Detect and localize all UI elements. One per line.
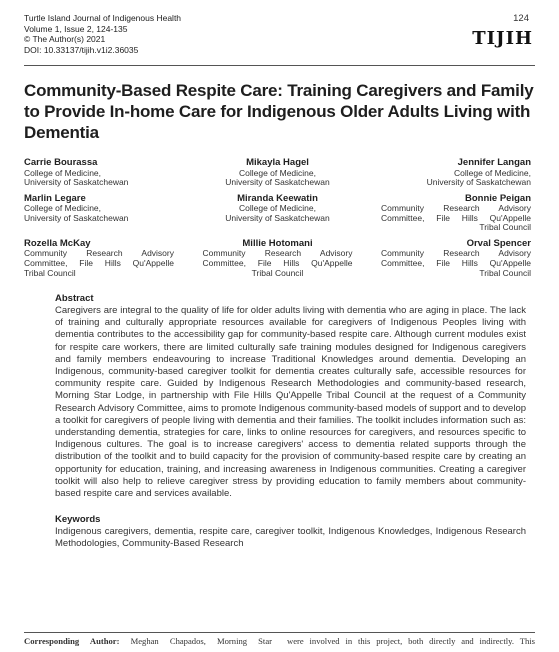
copyright: © The Author(s) 2021 — [24, 34, 106, 45]
author-affiliation — [203, 249, 353, 278]
volume-issue: Volume 1, Issue 2, 124-135 — [24, 23, 128, 34]
affiliation-line: Community Research Advisory — [24, 248, 174, 259]
affiliation-line: Tribal Council — [251, 267, 304, 278]
corresponding-author-text: Meghan Chapados, Morning Star — [119, 636, 272, 646]
author-entry — [203, 157, 353, 188]
author-entry — [24, 238, 174, 278]
corresponding-author-label: Corresponding Author: — [24, 636, 120, 646]
author-affiliation — [24, 204, 174, 223]
footer-left-column — [24, 636, 272, 646]
doi-link[interactable]: DOI: 10.33137/tijih.v1i2.36035 — [24, 44, 139, 55]
keywords-heading: Keywords — [55, 514, 101, 526]
author-affiliation — [203, 169, 353, 188]
author-affiliation — [381, 204, 531, 233]
affiliation-line: Community Research Advisory — [381, 248, 531, 259]
header-divider — [24, 65, 535, 66]
author-entry — [24, 157, 174, 188]
author-affiliation — [381, 169, 531, 188]
article-title: Community-Based Respite Care: Training Caregivers and Family to Provide In-home Care for Indigenous Older Adults Living with Dementia — [24, 81, 534, 142]
journal-name: Turtle Island Journal of Indigenous Health — [24, 13, 182, 23]
affiliation-line: College of Medicine, — [24, 167, 102, 178]
author-name: Mikayla Hagel — [246, 157, 309, 168]
affiliation-line: University of Saskatchewan — [225, 212, 330, 223]
author-entry — [203, 238, 353, 278]
author-list — [24, 157, 531, 283]
affiliation-line: Committee, File Hills Qu'Appelle — [202, 258, 353, 269]
affiliation-line: Tribal Council — [24, 267, 76, 278]
affiliation-line: Committee, File Hills Qu'Appelle — [381, 258, 531, 269]
affiliation-line: College of Medicine, — [453, 167, 531, 178]
affiliation-line: Community Research Advisory — [202, 248, 353, 259]
affiliation-line: Committee, File Hills Qu'Appelle — [24, 258, 174, 269]
author-name: Carrie Bourassa — [24, 157, 98, 168]
author-name: Marlin Legare — [24, 192, 86, 204]
footer-right-column: were involved in this project, both directly and indirectly. This — [287, 636, 535, 646]
page-footer — [24, 636, 535, 646]
journal-metadata — [24, 13, 181, 55]
author-name: Orval Spencer — [466, 237, 531, 249]
affiliation-line: University of Saskatchewan — [225, 177, 330, 188]
affiliation-line: Community Research Advisory — [381, 203, 531, 214]
author-row — [24, 238, 531, 278]
affiliation-line: University of Saskatchewan — [24, 177, 129, 188]
author-row — [24, 193, 531, 233]
affiliation-line: College of Medicine, — [238, 203, 316, 214]
affiliation-line: Tribal Council — [479, 267, 531, 278]
affiliation-line: University of Saskatchewan — [24, 212, 129, 223]
author-entry — [24, 193, 174, 233]
affiliation-line: College of Medicine, — [238, 167, 316, 178]
author-affiliation — [203, 204, 353, 223]
affiliation-line: Tribal Council — [479, 222, 531, 233]
author-entry — [381, 193, 531, 233]
author-name: Rozella McKay — [24, 237, 91, 249]
keywords-list: Indigenous caregivers, dementia, respite care, caregiver toolkit, Indigenous Knowledges, Indigenous Research Methodologies, Community-Based Research — [55, 526, 526, 550]
journal-logo: TIJIH — [472, 28, 533, 49]
abstract-body: Caregivers are integral to the quality of life for older adults living with dementia who are aging in place. The lack of training and culturally appropriate resources available for caregivers of Indigenous Peoples living with dementia contributes to the accessibility gap for community-based respite care. Although current modules exist for respite care workers, there are limited culturally safe training modules designed for Indigenous caregivers and family members endeavouring to increase Traditional Knowledges around dementia. Developing an Indigenous, community-based caregiver toolkit for dementia creates culturally safe, accessible resources for community respite care. Guided by Indigenous Research Methodologies and community-based research, Morning Star Lodge, in partnership with File Hills Qu'Appelle Tribal Council at the request of a Community Research Advisory Committee, aims to promote Indigenous community-based models of support and to develop a toolkit for caregivers of people living with dementia and their families. The toolkit includes information such as: understanding dementia, strategies for care, links to online resources for caregivers, and resources specific to Indigenous cultures. The goal is to increase caregivers' access to dementia related supports through the distribution of the toolkit and to build capacity for the provision of community-based respite care by creating an opportunity for education, training, and increasing awareness in Indigenous communities. Creating a caregiver toolkit will also help to relieve caregiver stress by providing education to family members about community-based respite care and services available. — [55, 305, 527, 500]
footer-divider — [24, 632, 535, 633]
affiliation-line: University of Saskatchewan — [426, 177, 531, 188]
author-name: Bonnie Peigan — [465, 192, 531, 204]
author-name: Millie Hotomani — [242, 237, 313, 249]
author-row — [24, 157, 531, 188]
abstract-heading: Abstract — [55, 293, 94, 304]
author-entry — [203, 193, 353, 233]
affiliation-line: College of Medicine, — [24, 203, 102, 214]
author-affiliation — [381, 249, 531, 278]
author-affiliation — [24, 249, 174, 278]
author-affiliation — [24, 169, 174, 188]
author-entry — [381, 238, 531, 278]
affiliation-line: Committee, File Hills Qu'Appelle — [381, 212, 531, 223]
author-name: Miranda Keewatin — [237, 192, 318, 204]
page-number: 124 — [513, 13, 529, 24]
abstract-section — [55, 293, 526, 551]
author-entry — [381, 157, 531, 188]
author-name: Jennifer Langan — [457, 157, 531, 168]
